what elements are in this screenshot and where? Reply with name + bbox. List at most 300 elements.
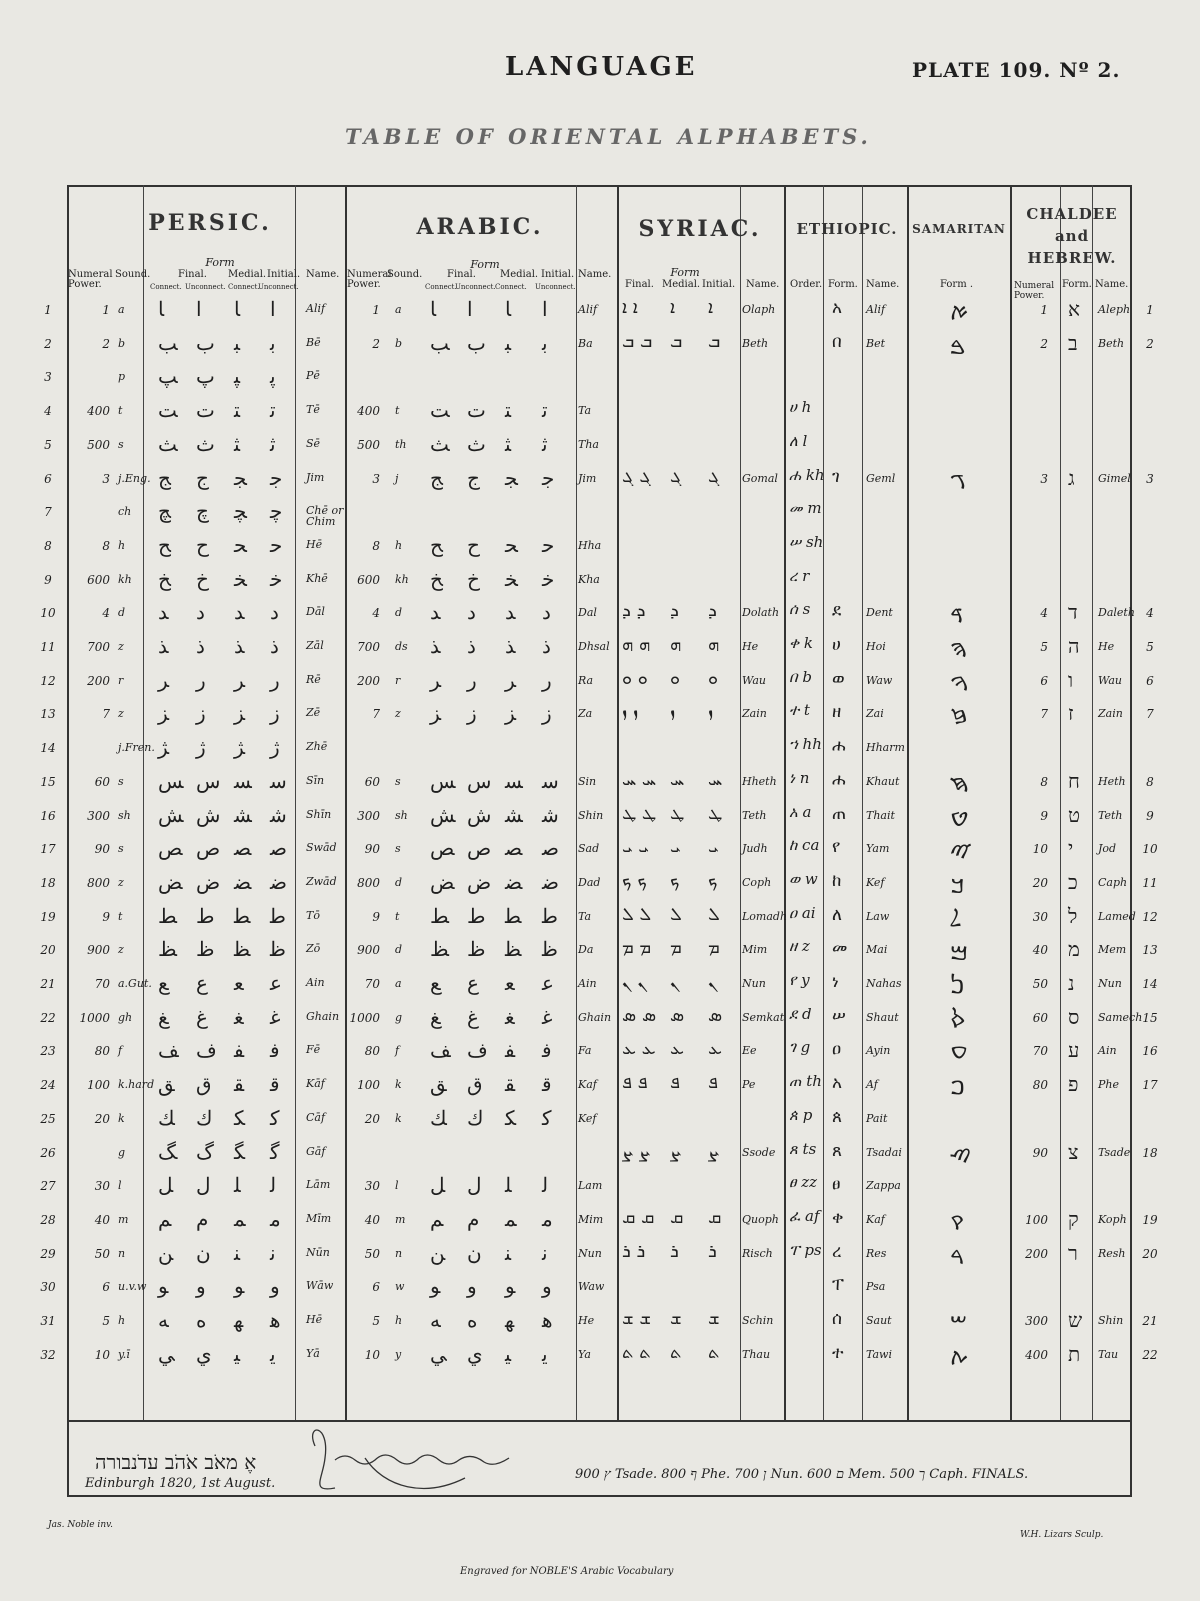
arabic-letter-form: ي [467, 1341, 483, 1366]
hebrew-letter-name: Ain [1098, 1044, 1117, 1058]
arabic-letter-form: ﺜ [505, 431, 512, 456]
row-number-right: 22 [1142, 1347, 1158, 1362]
syriac-letter-form: ܥ [708, 1038, 722, 1060]
hebrew-letter-name: Jod [1098, 842, 1117, 856]
arabic-numeral: 700 [357, 640, 380, 654]
ethiopic-letter-name: Hoi [866, 640, 886, 653]
persic-letter-form: ﺾ [158, 869, 183, 894]
row-number-left: 21 [40, 977, 56, 991]
persic-letter-form: ا [270, 297, 276, 321]
oriental-signature [305, 1418, 535, 1508]
row-number-left: 1 [44, 303, 52, 317]
row-number-right: 5 [1146, 640, 1154, 654]
arabic-letter-form: ط [467, 903, 486, 928]
row-number-left: 10 [40, 606, 56, 621]
ethiopic-order-letter: ረ r [789, 566, 810, 585]
arabic-letter-form: ظ [467, 937, 486, 962]
arabic-letter-form: ﻓ [542, 1038, 552, 1063]
hebrew-letter-name: He [1098, 640, 1115, 653]
hebrew-letter-form: ד [1068, 600, 1078, 625]
hebrew-numeral: 3 [1040, 471, 1048, 486]
persic-numeral: 10 [94, 1347, 110, 1362]
plate-number: PLATE 109. Nº 2. [912, 58, 1121, 82]
persic-sound: k.hard [118, 1078, 155, 1092]
persic-letter-form: ﺪ [234, 600, 245, 625]
arabic-numeral: 100 [357, 1078, 380, 1093]
arabic-letter-form: و [542, 1274, 552, 1299]
arabic-unconnect-2: Unconnect. [535, 283, 576, 291]
persic-letter-form: ﻓ [270, 1038, 280, 1063]
arabic-letter-form: ص [467, 836, 492, 861]
persic-letter-form: ز [270, 701, 280, 726]
arabic-letter-form: ﻖ [430, 1072, 447, 1097]
arabic-numeral: 8 [372, 538, 380, 553]
arabic-letter-name: Shin [578, 808, 604, 822]
arabic-sound: ds [395, 640, 408, 653]
persic-numeral: 1 [102, 303, 110, 317]
syriac-letter-form: ܡ [708, 937, 720, 959]
arabic-letter-name: Sad [578, 842, 600, 856]
persic-sound: r [118, 673, 124, 687]
arabic-letter-form: ز [542, 701, 552, 726]
row-number-right: 3 [1146, 471, 1154, 486]
arabic-letter-form: ﻴ [505, 1341, 512, 1366]
syriac-name-header: Name. [746, 279, 780, 290]
ethiopic-form-header: Form. [828, 279, 858, 290]
persic-letter-form: ژ [270, 735, 280, 760]
ethiopic-letter-name: Saut [866, 1314, 892, 1327]
syriac-letter-form: ܘ [670, 667, 681, 689]
arabic-letter-form: ﺬ [430, 634, 441, 658]
samaritan-letter-form: ࠆ [950, 704, 968, 729]
section-ethiopic: ETHIOPIC. [796, 220, 898, 238]
arabic-letter-form: ﺐ [430, 330, 450, 355]
syriac-letter-form: ܐ [670, 297, 676, 318]
arabic-numeral: 3 [372, 471, 380, 486]
arabic-letter-name: Tha [578, 437, 599, 451]
row-number-right: 1 [1146, 303, 1154, 317]
hebrew-letter-form: ר [1068, 1240, 1078, 1265]
arabic-numeral: 60 [364, 774, 380, 789]
hebrew-letter-form: ו [1068, 667, 1074, 692]
arabic-letter-form: ر [467, 667, 477, 692]
hebrew-numeral: 30 [1032, 909, 1048, 924]
persic-letter-name: Mīm [306, 1211, 332, 1225]
persic-letter-form: ﻲ [158, 1341, 175, 1366]
syriac-letter-form: ܘ ܘ [622, 667, 648, 689]
samaritan-letter-form: ࠐ [950, 1075, 966, 1100]
ethiopic-letter-name: Zappa [866, 1179, 901, 1193]
ethiopic-letter-form: ሠ [832, 1005, 846, 1026]
ethiopic-letter-form: አ [832, 298, 842, 318]
arabic-letter-form: ﻌ [505, 971, 515, 995]
row-number-right: 17 [1142, 1078, 1158, 1093]
ethiopic-letter-name: Mai [866, 943, 888, 957]
hebrew-numeral: 5 [1040, 640, 1048, 654]
section-arabic: ARABIC. [416, 214, 544, 240]
syriac-letter-form: ܥ [670, 1038, 684, 1060]
arabic-letter-form: ل [467, 1173, 482, 1198]
arabic-letter-form: ﻪ [430, 1308, 441, 1332]
persic-letter-form: ﺰ [234, 701, 246, 726]
persic-letter-name: Ain [306, 976, 325, 989]
ethiopic-order-letter: ፈ af [789, 1206, 820, 1225]
syriac-letter-form: ܫ ܫ [622, 1308, 651, 1329]
arabic-letter-form: ﻜ [505, 1105, 517, 1130]
syriac-letter-form: ܛ [708, 802, 723, 824]
persic-letter-form: ق [196, 1072, 212, 1097]
hebrew-letter-name: Beth [1098, 336, 1125, 350]
divider-syriac-name [740, 185, 741, 1420]
persic-letter-form: د [270, 600, 279, 625]
persic-sound: z [118, 943, 124, 957]
arabic-numeral: 9 [372, 909, 380, 924]
syriac-letter-name: Beth [742, 336, 769, 350]
syriac-letter-name: Wau [742, 673, 766, 687]
samaritan-letter-form: ࠔ [950, 1311, 967, 1335]
samaritan-letter-form: ࠄ [950, 637, 968, 661]
ethiopic-letter-form: ከ [832, 870, 842, 891]
arabic-sound: sh [395, 808, 408, 822]
hebrew-letter-form: ט [1068, 802, 1081, 827]
row-number-left: 4 [44, 404, 52, 419]
syriac-letter-form: ܢ [670, 971, 680, 992]
row-number-left: 23 [40, 1044, 56, 1059]
arabic-numeral: 4 [372, 606, 380, 621]
syriac-letter-form: ܓ [670, 465, 682, 487]
persic-letter-form: ﻗ [270, 1072, 280, 1097]
arabic-letter-form: ﻮ [430, 1274, 441, 1299]
arabic-letter-form: ﻃ [542, 903, 558, 928]
divider-persic-name [295, 185, 296, 1420]
persic-letter-form: ﻮ [234, 1274, 245, 1299]
ethiopic-letter-name: Ayin [866, 1044, 891, 1058]
persic-sound: t [118, 909, 123, 923]
section-persic: PERSIC. [148, 210, 272, 236]
arabic-letter-form: ﻏ [542, 1004, 553, 1029]
persic-sound: s [118, 774, 124, 788]
persic-numeral: 1000 [79, 1010, 110, 1025]
arabic-letter-form: ﺗ [542, 398, 548, 423]
ethiopic-order-letter: ገ g [789, 1038, 811, 1057]
persic-numeral: 40 [94, 1212, 110, 1227]
persic-letter-form: ﺮ [234, 667, 246, 692]
ethiopic-letter-name: Tsadai [866, 1145, 902, 1159]
persic-letter-form: ﻠ [234, 1173, 241, 1198]
row-number-left: 24 [40, 1078, 56, 1093]
persic-letter-form: ﺤ [234, 532, 247, 557]
arabic-sound: r [395, 673, 401, 687]
persic-sound: a.Gut. [118, 977, 152, 990]
persic-letter-name: Swād [306, 841, 337, 855]
persic-numeral: 900 [87, 943, 110, 958]
persic-sound: j.Fren. [118, 741, 155, 755]
arabic-letter-name: Waw [578, 1280, 605, 1294]
persic-numeral: 7 [102, 707, 110, 722]
arabic-letter-form: ﻐ [505, 1004, 515, 1029]
arabic-letter-form: ا [467, 297, 473, 321]
persic-letter-name: Lām [306, 1178, 331, 1192]
arabic-sound: kh [395, 572, 409, 586]
hebrew-letter-form: ז [1068, 701, 1074, 726]
persic-numeral: 500 [87, 437, 110, 452]
table-frame [67, 185, 1132, 1497]
persic-numeral-header: Numeral Power. [68, 269, 113, 290]
arabic-letter-form: ح [467, 532, 480, 557]
arabic-sound: b [395, 336, 403, 350]
row-number-left: 5 [44, 437, 52, 452]
syriac-letter-name: Coph [742, 875, 772, 889]
arabic-letter-form: ﺪ [505, 600, 516, 625]
persic-letter-form: ﺺ [158, 836, 183, 861]
syriac-letter-form: ܡ ܡ [622, 937, 652, 959]
syriac-letter-form: ܗ [670, 634, 682, 655]
persic-numeral: 60 [94, 774, 110, 789]
syriac-letter-form: ܝ [670, 836, 681, 858]
ethiopic-letter-name: Thait [866, 808, 895, 822]
arabic-sound: k [395, 1111, 402, 1125]
arabic-letter-name: Dhsal [578, 640, 610, 653]
persic-sound: y.ī [118, 1347, 130, 1361]
arabic-letter-form: ﺴ [505, 768, 523, 793]
arabic-unconnect-1: Unconnect. [455, 283, 496, 291]
row-number-left: 26 [40, 1145, 56, 1160]
persic-letter-form: ﺻ [270, 836, 287, 861]
ethiopic-letter-form: ገ [832, 466, 840, 487]
arabic-letter-form: ﺸ [505, 802, 523, 827]
arabic-letter-form: د [467, 600, 476, 625]
persic-numeral: 400 [87, 404, 110, 419]
ethiopic-order-letter: ደ d [789, 1004, 812, 1023]
hebrew-letter-name: Samech [1098, 1010, 1143, 1024]
persic-letter-form: پ [196, 364, 215, 389]
arabic-sound: th [395, 437, 407, 451]
arabic-final-header: Final. [447, 269, 476, 280]
persic-letter-form: ﻴ [234, 1341, 241, 1366]
persic-letter-form: ي [196, 1341, 212, 1366]
persic-letter-name: Shīn [306, 807, 332, 821]
hebrew-letter-form: ל [1068, 903, 1078, 928]
persic-sound-header: Sound. [115, 269, 151, 280]
syriac-letter-form: ܣ ܣ [622, 1004, 657, 1026]
arabic-numeral: 900 [357, 943, 380, 958]
hebrew-numeral: 90 [1032, 1145, 1048, 1160]
persic-sound: m [118, 1212, 129, 1226]
syriac-medial-header: Medial. [662, 279, 701, 290]
row-number-right: 2 [1146, 336, 1154, 351]
persic-letter-name: Zwād [306, 874, 337, 888]
persic-letter-form: ﻔ [234, 1038, 245, 1063]
syriac-letter-name: Mim [742, 943, 768, 957]
row-number-left: 25 [40, 1111, 56, 1126]
arabic-letter-form: ف [467, 1038, 488, 1063]
row-number-left: 6 [44, 471, 52, 486]
syriac-letter-form: ܪ [708, 1240, 717, 1262]
row-number-right: 11 [1142, 875, 1158, 890]
hebrew-numeral: 50 [1032, 977, 1048, 991]
arabic-sound: d [395, 943, 403, 957]
arabic-sound: t [395, 909, 400, 923]
arabic-numeral: 300 [357, 808, 380, 823]
ethiopic-letter-form: ሐ [832, 736, 846, 757]
persic-sound: l [118, 1179, 122, 1193]
persic-letter-name: Nūn [306, 1245, 330, 1259]
persic-form-group: Form [205, 256, 235, 269]
persic-letter-name: Zhē [306, 740, 328, 754]
syriac-letter-form: ܙ [708, 701, 714, 723]
arabic-letter-form: ث [467, 431, 486, 456]
persic-letter-form: ض [196, 869, 221, 894]
persic-letter-name: Jim [306, 470, 325, 484]
arabic-letter-form: ﻋ [542, 971, 554, 995]
arabic-name-header: Name. [578, 269, 612, 280]
persic-sound: k [118, 1111, 125, 1125]
hebrew-letter-name: Caph [1098, 875, 1128, 889]
ethiopic-letter-name: Nahas [866, 977, 902, 990]
hebrew-letter-form: ע [1068, 1038, 1080, 1063]
ethiopic-order-letter: ጰ p [789, 1105, 813, 1124]
ethiopic-letter-name: Dent [866, 606, 893, 620]
persic-connect-1: Connect. [150, 283, 182, 291]
syriac-letter-name: Judh [742, 842, 768, 856]
ethiopic-letter-form: ወ [832, 668, 845, 689]
persic-unconnect-1: Unconnect. [185, 283, 226, 291]
persic-sound: ch [118, 505, 132, 519]
arabic-sound: w [395, 1280, 405, 1294]
divider-ethiopic-order [823, 185, 824, 1420]
persic-letter-form: ﻖ [158, 1072, 175, 1097]
persic-unconnect-2: Unconnect. [258, 283, 299, 291]
divider-samaritan-hebrew [1010, 185, 1012, 1420]
persic-letter-form: ﺰ [158, 701, 170, 726]
arabic-letter-form: ﺟ [542, 465, 555, 490]
ethiopic-letter-form: ረ [832, 1241, 842, 1262]
ethiopic-order-header: Order. [790, 279, 823, 290]
arabic-sound: m [395, 1212, 406, 1226]
persic-letter-form: ﻆ [158, 937, 177, 962]
arabic-letter-form: ﺎ [505, 297, 512, 321]
arabic-letter-form: ج [467, 465, 480, 490]
persic-letter-name: Rē [306, 672, 321, 686]
hebrew-letter-form: מ [1068, 937, 1080, 962]
persic-letter-form: و [196, 1274, 206, 1299]
hebrew-letter-name: Daleth [1098, 606, 1135, 620]
samaritan-letter-form: ࠑ [950, 1142, 972, 1167]
arabic-letter-form: ﻎ [430, 1004, 441, 1029]
row-number-left: 13 [40, 707, 56, 722]
persic-letter-form: ظ [196, 937, 215, 962]
arabic-letter-form: ﻨ [505, 1240, 512, 1265]
syriac-letter-form: ܫ [670, 1308, 682, 1329]
arabic-letter-form: ن [467, 1240, 482, 1265]
ethiopic-letter-name: Psa [866, 1280, 886, 1294]
ethiopic-order-letter: በ b [789, 667, 812, 686]
arabic-letter-form: ﺎ [430, 297, 437, 321]
arabic-letter-form: ﺢ [430, 532, 443, 557]
row-number-left: 31 [40, 1314, 56, 1328]
syriac-letter-form: ܚ [670, 768, 685, 790]
row-number-right: 19 [1142, 1212, 1158, 1227]
arabic-numeral: 50 [364, 1246, 380, 1261]
arabic-letter-form: ﺮ [505, 667, 517, 692]
arabic-sound: y [395, 1347, 402, 1361]
ethiopic-letter-name: Kaf [866, 1212, 885, 1226]
persic-letter-form: ﺮ [158, 667, 170, 692]
persic-letter-name: Tē [306, 403, 320, 417]
persic-letter-form: ﺬ [234, 634, 245, 658]
syriac-letter-form: ܝ [708, 836, 719, 858]
persic-numeral: 600 [87, 572, 110, 587]
syriac-letter-name: Nun [742, 977, 766, 990]
ethiopic-letter-name: Zai [866, 707, 884, 721]
persic-sound: z [118, 707, 124, 721]
persic-letter-form: ا [196, 297, 202, 321]
hebrew-letter-name: Teth [1098, 808, 1123, 822]
syriac-letter-name: Quoph [742, 1212, 779, 1226]
syriac-letter-form: ܟ [708, 869, 718, 891]
syriac-letter-form: ܬ [708, 1341, 720, 1363]
arabic-letter-form: ﻠ [505, 1173, 512, 1198]
hebrew-letter-name: Heth [1098, 774, 1126, 788]
syriac-letter-name: Hheth [742, 774, 777, 788]
arabic-letter-form: ﺿ [542, 869, 559, 894]
arabic-numeral: 2 [372, 336, 380, 351]
arabic-letter-form: ﻳ [542, 1341, 548, 1366]
syriac-letter-form: ܛ ܛ [622, 802, 657, 824]
persic-numeral: 300 [87, 808, 110, 823]
arabic-letter-form: ﺨ [505, 566, 518, 591]
arabic-medial-header: Medial. [500, 269, 539, 280]
syriac-letter-form: ܦ [670, 1072, 680, 1094]
arabic-letter-name: He [578, 1314, 595, 1327]
persic-letter-form: ﻚ [158, 1105, 175, 1130]
syriac-letter-form: ܢ ܢ [622, 971, 648, 992]
row-number-left: 19 [40, 909, 56, 924]
ethiopic-letter-form: ፐ [832, 1275, 844, 1296]
ethiopic-letter-form: መ [832, 938, 848, 959]
syriac-letter-form: ܘ [708, 667, 719, 689]
divider-arabic-syriac [617, 185, 619, 1420]
persic-letter-name: Tō [306, 908, 320, 922]
persic-sound: j.Eng. [118, 471, 151, 485]
persic-letter-form: ب [196, 330, 215, 355]
persic-connect-2: Connect. [228, 283, 260, 291]
persic-letter-form: ﺷ [270, 802, 287, 827]
persic-sound: s [118, 437, 124, 451]
ethiopic-letter-form: ጸ [832, 1140, 842, 1161]
persic-letter-form: ﭗ [158, 364, 178, 389]
persic-letter-form: ﻳ [270, 1341, 276, 1366]
ethiopic-letter-form: ፀ [832, 1174, 841, 1195]
arabic-letter-name: Dal [578, 606, 597, 620]
arabic-numeral: 20 [364, 1111, 380, 1126]
persic-sound: h [118, 1314, 126, 1327]
ethiopic-order-letter: መ m [789, 499, 822, 518]
arabic-numeral: 70 [364, 977, 380, 991]
persic-letter-form: ﻀ [234, 869, 252, 894]
ethiopic-letter-name: Waw [866, 673, 893, 687]
persic-letter-form: گ [196, 1139, 214, 1164]
row-number-left: 16 [40, 808, 56, 823]
persic-letter-form: ﺨ [234, 566, 247, 591]
arabic-letter-form: ﺦ [430, 566, 443, 591]
persic-sound: g [118, 1145, 126, 1159]
persic-sound: f [118, 1044, 123, 1058]
section-syriac: SYRIAC. [638, 216, 762, 242]
arabic-numeral: 7 [372, 707, 380, 722]
persic-letter-form: ر [196, 667, 206, 692]
samaritan-form-header: Form . [940, 279, 974, 290]
